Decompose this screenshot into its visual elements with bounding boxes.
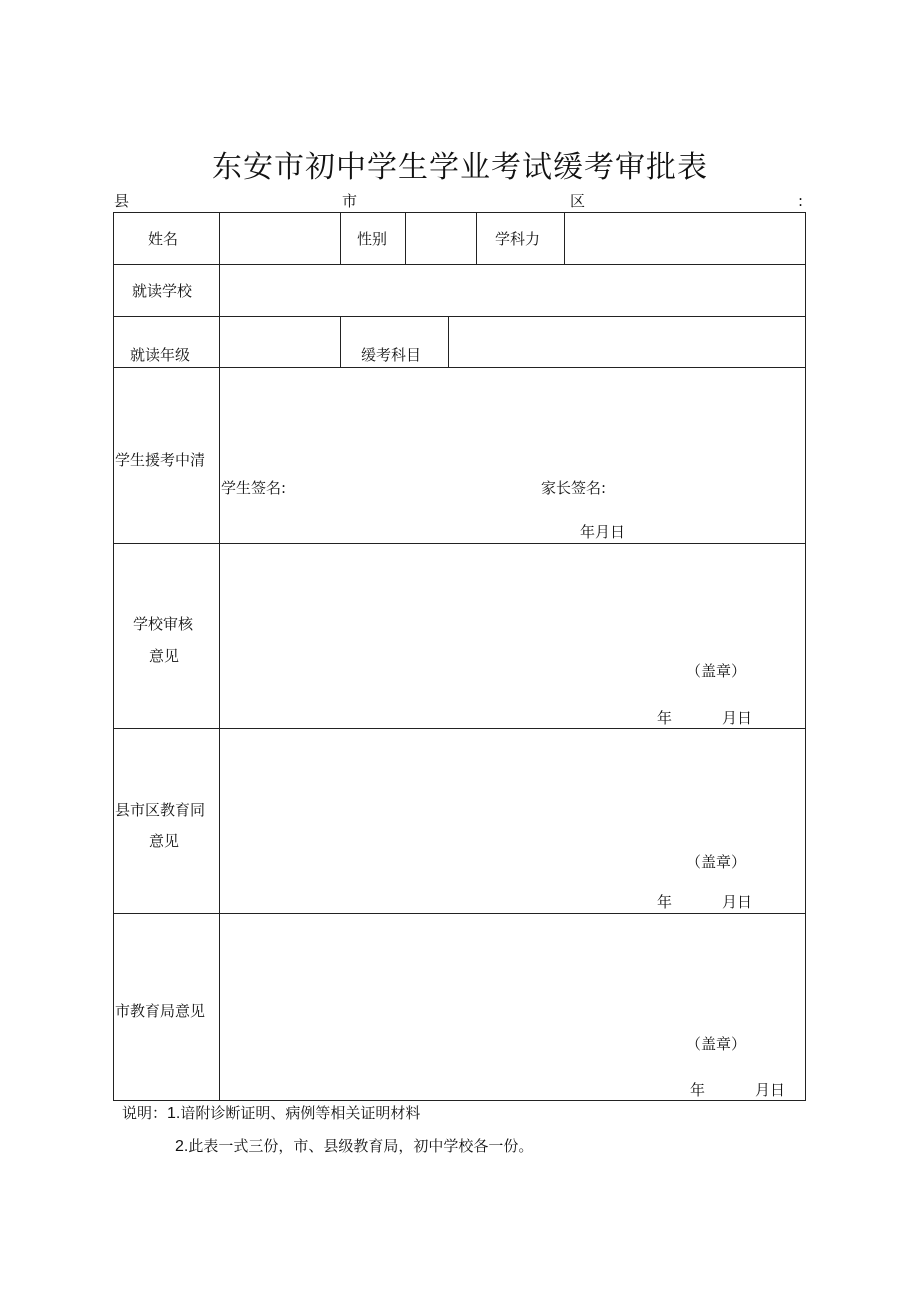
- city-education-field[interactable]: [221, 915, 804, 1099]
- column-divider: [405, 212, 406, 265]
- subject-field[interactable]: [566, 214, 804, 263]
- school-review-month-day: 月日: [722, 709, 753, 727]
- table-top-border: [113, 212, 806, 213]
- county-education-label: 县市区教育同: [115, 801, 206, 819]
- row-divider: [113, 264, 806, 265]
- county-education-label-2: 意见: [149, 832, 180, 850]
- note-1: [122, 1102, 420, 1123]
- row-divider: [113, 316, 806, 317]
- column-divider: [448, 316, 449, 368]
- table-bottom-border: [113, 1100, 806, 1101]
- row-divider: [113, 728, 806, 729]
- school-review-label-2: 意见: [149, 647, 180, 665]
- city-education-seal: （盖章）: [686, 1035, 747, 1053]
- gender-field[interactable]: [407, 214, 475, 263]
- region-colon: :: [798, 192, 804, 210]
- deferred-subject-label: 缓考科目: [361, 346, 422, 364]
- county-label: 县: [114, 192, 130, 210]
- column-divider: [340, 212, 341, 265]
- district-label: 区: [570, 192, 586, 210]
- county-education-year: 年: [657, 893, 673, 911]
- county-education-seal: （盖章）: [686, 853, 747, 871]
- city-education-label: 市教育局意见: [115, 1002, 206, 1020]
- city-education-year: 年: [690, 1081, 706, 1099]
- note-1-text: 谙附诊断证明、病例等相关证明材料: [180, 1104, 421, 1122]
- row-divider: [113, 913, 806, 914]
- application-date: 年月日: [580, 523, 626, 541]
- school-review-seal: （盖章）: [686, 662, 747, 680]
- note-2-text: 此表一式三份，市、县级教育局，初中学校各一份。: [188, 1137, 534, 1155]
- label-column-divider: [219, 212, 220, 1101]
- application-field[interactable]: [221, 369, 804, 542]
- city-label: 市: [342, 192, 358, 210]
- grade-label: 就读年级: [130, 346, 191, 364]
- form-title: 东安市初中学生学业考试缓考审批表: [212, 150, 708, 185]
- note-2-number: 2.: [175, 1138, 189, 1155]
- name-field[interactable]: [221, 214, 339, 263]
- school-review-field[interactable]: [221, 545, 804, 727]
- school-field[interactable]: [221, 266, 804, 315]
- school-review-year: 年: [657, 709, 673, 727]
- deferred-subject-field[interactable]: [450, 318, 804, 366]
- county-education-field[interactable]: [221, 730, 804, 912]
- school-label: 就读学校: [132, 282, 193, 300]
- name-label: 姓名: [148, 230, 179, 248]
- student-signature-label: 学生签名:: [221, 479, 287, 497]
- note-prefix: 说明：: [122, 1104, 168, 1122]
- note-1-number: 1.: [167, 1105, 181, 1122]
- application-label: 学生援考中清: [115, 451, 206, 469]
- column-divider: [564, 212, 565, 265]
- gender-label: 性别: [357, 230, 388, 248]
- note-2: [175, 1135, 533, 1156]
- parent-signature-label: 家长签名:: [541, 479, 607, 497]
- column-divider: [476, 212, 477, 265]
- table-left-border: [113, 212, 114, 1101]
- subject-label: 学科力: [495, 230, 541, 248]
- city-education-month-day: 月日: [755, 1081, 786, 1099]
- school-review-label: 学校审核: [133, 615, 194, 633]
- table-right-border: [805, 212, 806, 1101]
- row-divider: [113, 543, 806, 544]
- column-divider: [340, 316, 341, 368]
- county-education-month-day: 月日: [722, 893, 753, 911]
- row-divider: [113, 367, 806, 368]
- grade-field[interactable]: [221, 318, 339, 366]
